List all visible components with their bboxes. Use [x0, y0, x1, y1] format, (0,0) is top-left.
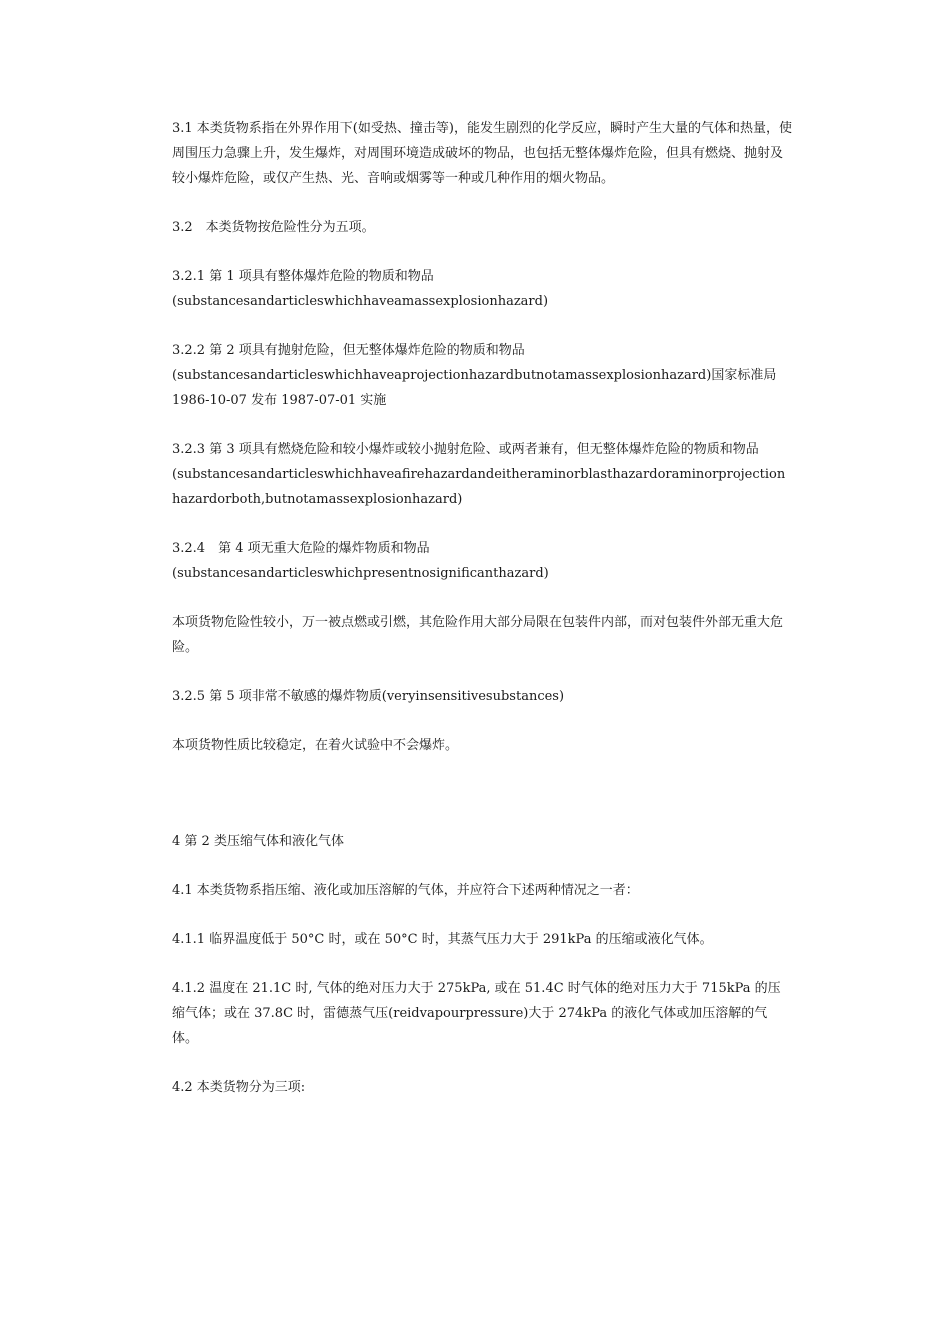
paragraph-3-2-5-note: 本项货物性质比较稳定，在着火试验中不会爆炸。 [172, 738, 459, 753]
paragraph-3-2-1: 3.2.1 第 1 项具有整体爆炸危险的物质和物品 (substancesandarticleswhichhaveamassexplosionhazard) [172, 269, 549, 309]
paragraph-3-2-5: 3.2.5 第 5 项非常不敏感的爆炸物质(veryinsensitivesubstances) [172, 689, 565, 704]
paragraph-3-2-2: 3.2.2 第 2 项具有抛射危险，但无整体爆炸危险的物质和物品 (substancesandarticleswhichhaveaprojectionhazardbutnotamassexplosionhazard)国家标准局 1986-10-07 发布 1987-07-01 实施 [172, 343, 777, 408]
paragraph-4-2: 4.2 本类货物分为三项: [172, 1080, 306, 1095]
section-4-heading: 4 第 2 类压缩气体和液化气体 [172, 834, 344, 849]
paragraph-3-1: 3.1 本类货物系指在外界作用下(如受热、撞击等)，能发生剧烈的化学反应，瞬时产生大量的气体和热量，使周围压力急骤上升，发生爆炸，对周围环境造成破坏的物品，也包括无整体爆炸危险，但具有燃烧、抛射及较小爆炸危险，或仅产生热、光、音响或烟雾等一种或几种作用的烟火物品。 [172, 121, 792, 186]
paragraph-4-1: 4.1 本类货物系指压缩、液化或加压溶解的气体，并应符合下述两种情况之一者： [172, 883, 639, 898]
paragraph-3-2: 3.2 本类货物按危险性分为五项。 [172, 220, 375, 235]
paragraph-3-2-4-note: 本项货物危险性较小，万一被点燃或引燃，其危险作用大部分局限在包装件内部，而对包装件外部无重大危险。 [172, 615, 784, 655]
paragraph-3-2-3: 3.2.3 第 3 项具有燃烧危险和较小爆炸或较小抛射危险、或两者兼有，但无整体爆炸危险的物质和物品 (substancesandarticleswhichhaveafirehazardandeitheraminorblasthazardoraminorprojectionhazardorboth,butnotamassexplosionhazard) [172, 442, 786, 507]
document-body [172, 116, 792, 1124]
paragraph-4-1-2: 4.1.2 温度在 21.1C 时, 气体的绝对压力大于 275kPa, 或在 51.4C 时气体的绝对压力大于 715kPa 的压缩气体；或在 37.8C 时，雷德蒸气压(reidvapourpressure)大于 274kPa 的液化气体或加压溶解的气体。 [172, 981, 781, 1046]
paragraph-3-2-4: 3.2.4 第 4 项无重大危险的爆炸物质和物品 (substancesandarticleswhichpresentnosignificanthazard) [172, 541, 549, 581]
paragraph-4-1-1: 4.1.1 临界温度低于 50°C 时，或在 50°C 时，其蒸气压力大于 291kPa 的压缩或液化气体。 [172, 932, 713, 947]
